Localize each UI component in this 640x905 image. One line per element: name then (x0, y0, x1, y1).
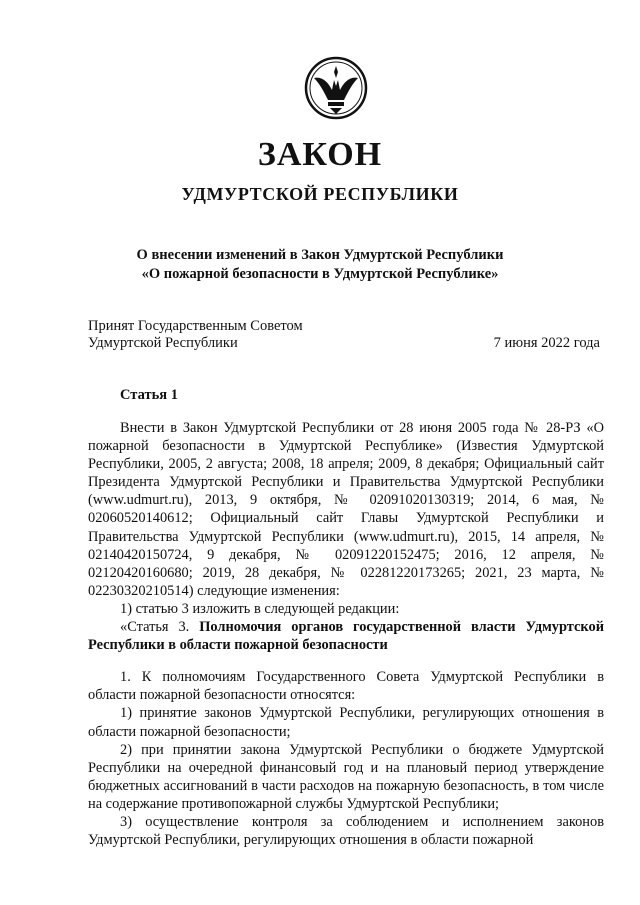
udmurt-republic-emblem-icon (304, 56, 368, 120)
article-body (88, 419, 604, 849)
adoption-date: 7 июня 2022 года (493, 335, 600, 351)
article-paragraph-7: 3) осуществление контроля за соблюдением и исполнением законов Удмуртской Республики, регулирующих отношения в области пожарной (88, 813, 604, 849)
article-paragraph-6: 2) при принятии закона Удмуртской Республики о бюджете Удмуртской Республики на очередной финансовый год и на плановый период утверждение бюджетных ассигнований в части расходов на пожарную безопасность, в том числе на содержание противопожарной службы Удмуртской Республики; (88, 741, 604, 812)
article-paragraph-4: 1. К полномочиям Государственного Совета Удмуртской Республики в области пожарной безопасности относятся: (88, 669, 604, 704)
law-title: ЗАКОН (257, 136, 383, 173)
article-3-heading (88, 618, 604, 654)
adoption-body-line-1: Принят Государственным Советом (88, 318, 303, 334)
law-subtitle: УДМУРТСКОЙ РЕСПУБЛИКИ (181, 184, 459, 204)
law-subject-line-2: «О пожарной безопасности в Удмуртской Республике» (141, 266, 499, 282)
adoption-body-line-2: Удмуртской Республики (88, 335, 238, 351)
article-paragraph-5: 1) принятие законов Удмуртской Республики, регулирующих отношения в области пожарной безопасности; (88, 705, 604, 740)
article-3-title: Полномочия органов государственной власти Удмуртской Республики в области пожарной безопасности (88, 619, 604, 654)
law-subject-line-1: О внесении изменений в Закон Удмуртской Республики (136, 247, 504, 263)
article-paragraph-1: Внести в Закон Удмуртской Республики от 28 июня 2005 года № 28-РЗ «О пожарной безопасности в Удмуртской Республике» (Известия Удмуртской Республики, 2005, 2 августа; 2008, 18 апреля; 2009, 8 декабря; Официальный сайт Президента Удмуртской Республики и Правительства Удмуртской Республики (www.udmurt.ru), 2013, 9 октября, № 02091020130319; 2014, 6 мая, № 02060520140612; Официальный сайт Главы Удмуртской Республики и Правительства Удмуртской Республики (www.udmurt.ru), 2015, 14 апреля, № 02140420150724, 9 декабря, № 02091220152475; 2016, 12 апреля, № 02120420160680; 2019, 28 декабря, № 02281220173265; 2021, 23 марта, № 02230320210514) следующие изменения: (88, 420, 604, 599)
article-heading: Статья 1 (120, 387, 178, 403)
article-3-prefix: «Статья 3. (120, 619, 200, 636)
article-paragraph-2: 1) статью 3 изложить в следующей редакции: (120, 600, 400, 617)
